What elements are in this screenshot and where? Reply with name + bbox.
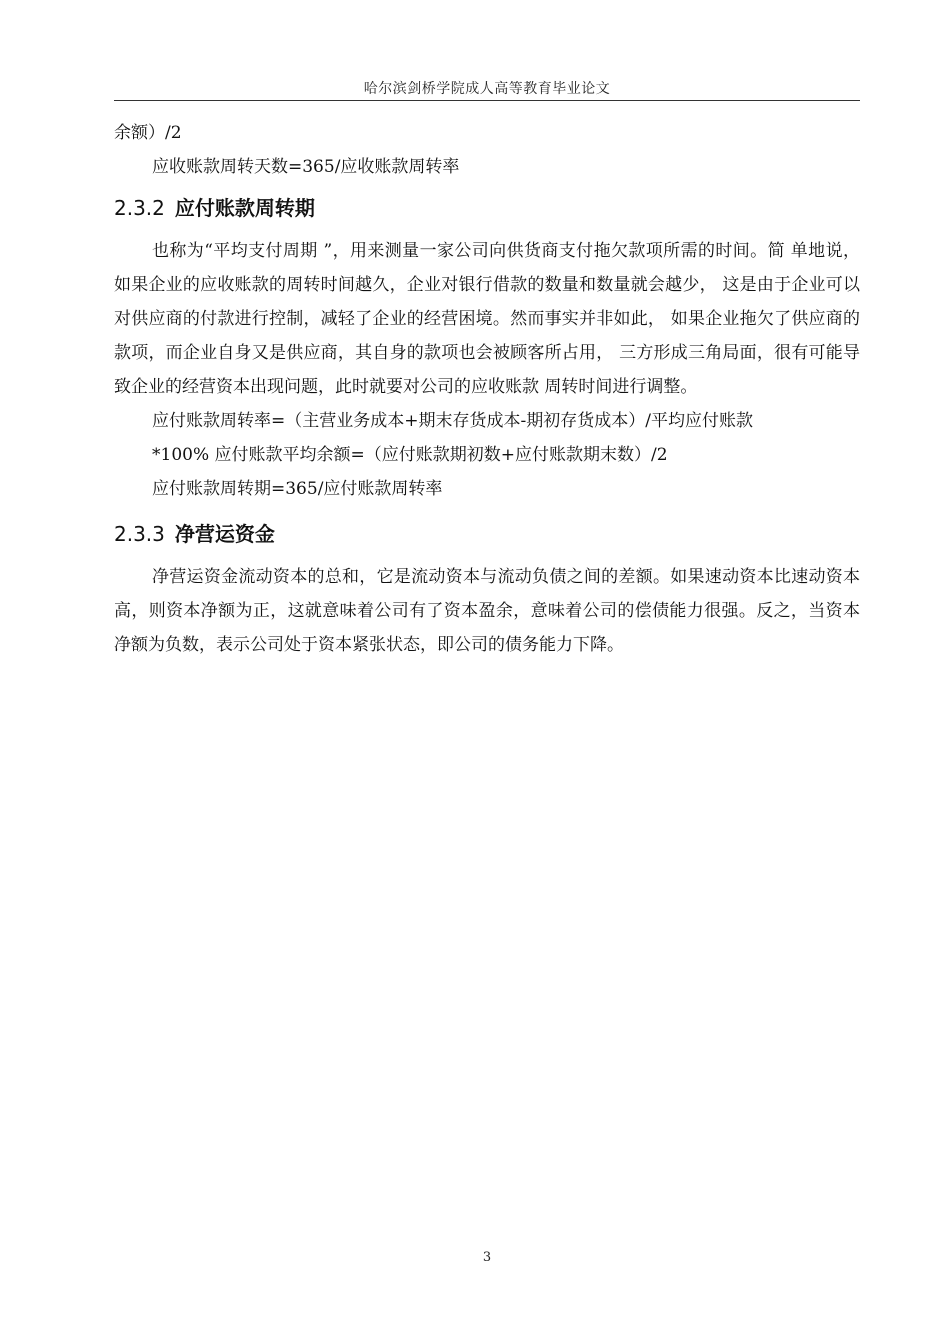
- page-number: 3: [482, 1250, 492, 1265]
- section-title: 应付账款周转期: [174, 196, 315, 220]
- paragraph-payable-turnover: 也称为“平均支付周期 ”，用来测量一家公司向供货商支付拖欠款项所需的时间。简 单地说，如果企业的应收账款的周转时间越久，企业对银行借款的数量和数量就会越少， 这是由于企业可以对供应商的付款进行控制，减轻了企业的经营困境。然而事实并非如此， 如果企业拖欠了供应商的款项，而企业自身又是供应商，其自身的款项也会被顾客所占用， 三方形成三角局面，很有可能导致企业的经营资本出现问题，此时就要对公司的应收账款 周转时间进行调整。: [114, 241, 860, 397]
- formula-payable-turnover-rate: 应付账款周转率=（主营业务成本+期末存货成本-期初存货成本）/平均应付账款: [152, 411, 753, 431]
- section-heading-2-3-3: [114, 520, 860, 548]
- document-body: [114, 116, 860, 662]
- paragraph-net-working-capital: 净营运资金流动资本的总和，它是流动资本与流动负债之间的差额。如果速动资本比速动资本高，则资本净额为正，这就意味着公司有了资本盈余，意味着公司的偿债能力很强。反之，当资本净额为负数，表示公司处于资本紧张状态，即公司的债务能力下降。: [114, 567, 860, 655]
- section-heading-2-3-2: [114, 194, 860, 222]
- body-line-remainder: 余额）/2: [114, 123, 182, 143]
- section-number: 2.3.3: [114, 522, 165, 546]
- page-header: 哈尔滨剑桥学院成人高等教育毕业论文: [363, 81, 611, 97]
- formula-receivable-days: 应收账款周转天数=365/应收账款周转率: [152, 157, 460, 177]
- section-number: 2.3.2: [114, 196, 165, 220]
- formula-payable-average-balance: *100% 应付账款平均余额=（应付账款期初数+应付账款期末数）/2: [152, 445, 668, 465]
- section-title: 净营运资金: [174, 522, 275, 546]
- header-divider: [114, 100, 860, 101]
- formula-payable-period: 应付账款周转期=365/应付账款周转率: [152, 479, 443, 499]
